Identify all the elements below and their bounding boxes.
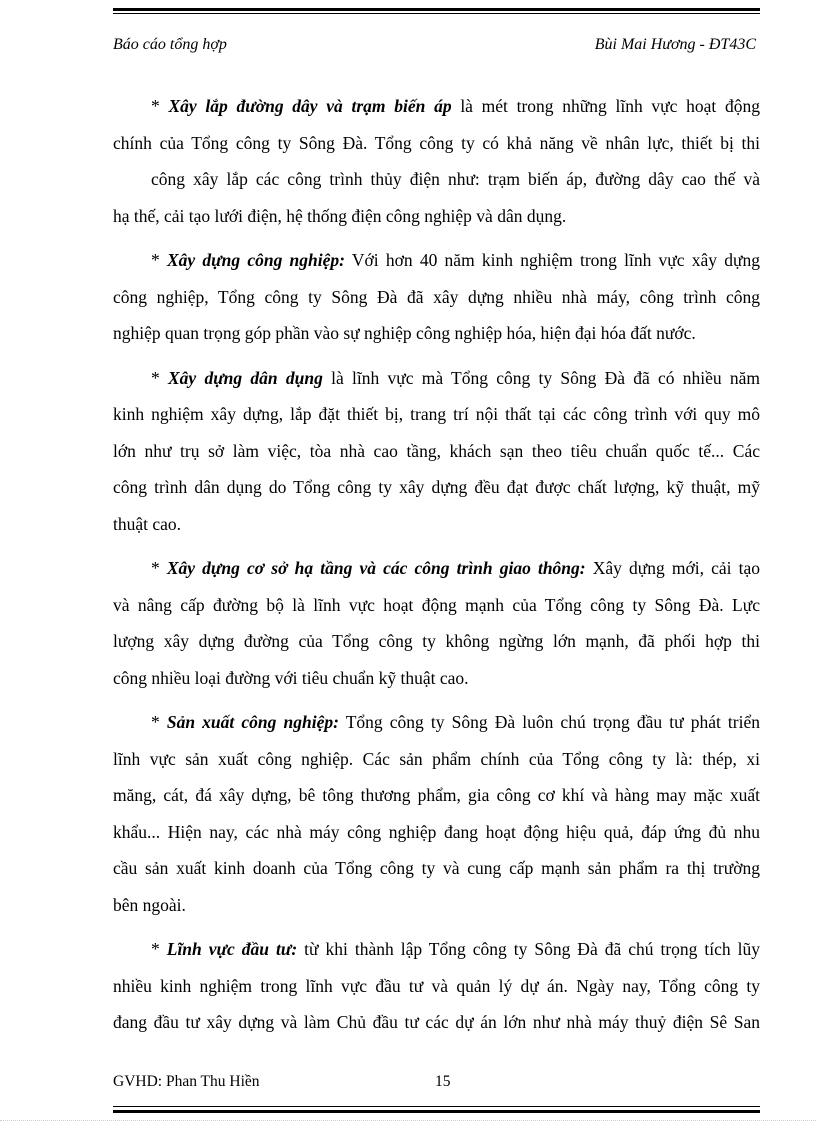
footer-advisor: GVHD: Phan Thu Hiền	[113, 1073, 260, 1090]
text-line: nhiều kinh nghiệm trong lĩnh vực đầu tư và quản lý dự án. Ngày nay, Tổng công ty	[113, 975, 760, 996]
text-line: công trình dân dụng do Tổng công ty xây dựng đều đạt được chất lượng, kỹ thuật, mỹ	[113, 477, 760, 497]
text-line: lĩnh vực sản xuất công nghiệp. Các sản phẩm chính của Tổng công ty là: thép, xi	[113, 748, 760, 769]
paragraph-civil-construction	[113, 360, 760, 543]
paragraph-industrial-construction	[113, 242, 760, 352]
paragraph-heading: Xây dựng dân dụng	[168, 367, 323, 388]
paragraph-infrastructure	[113, 550, 760, 696]
header-rule-thin	[113, 13, 760, 14]
paragraph-investment	[113, 931, 760, 1041]
text-line	[113, 931, 760, 968]
text-line: chính của Tổng công ty Sông Đà. Tổng công ty có khả năng về nhân lực, thiết bị thi	[113, 132, 760, 153]
text-line: kinh nghiệm xây dựng, lắp đặt thiết bị, trang trí nội thất tại các công trình với quy mô	[113, 404, 760, 424]
text-line: khẩu... Hiện nay, các nhà máy công nghiệp đang hoạt động hiệu quả, đáp ứng đủ nhu	[113, 821, 760, 842]
paragraph-heading: Lĩnh vực đầu tư:	[166, 939, 298, 959]
bullet-mark: *	[151, 367, 160, 388]
text-line	[113, 242, 760, 279]
text-line	[113, 88, 760, 125]
text-run: Với hơn 40 năm kinh nghiệm trong lĩnh vực xây dựng	[344, 250, 761, 270]
bullet-mark: *	[151, 712, 160, 732]
text-line: và nâng cấp đường bộ là lĩnh vực hoạt động mạnh của Tổng công ty Sông Đà. Lực	[113, 594, 760, 615]
paragraph-heading: Xây dựng công nghiệp:	[166, 250, 345, 270]
text-line: công nhiều loại đường với tiêu chuẩn kỹ thuật cao.	[113, 667, 469, 688]
text-line	[113, 704, 760, 741]
paragraph-heading: Xây lắp đường dây và trạm biến áp	[168, 96, 452, 116]
header-title: Báo cáo tổng hợp	[113, 36, 227, 53]
page-edge-dots	[0, 1120, 816, 1122]
paragraph-heading: Xây dựng cơ sở hạ tầng và các công trình giao thông:	[166, 558, 586, 578]
header-rule-thick	[113, 8, 760, 11]
text-line	[113, 360, 760, 397]
text-line: lớn như trụ sở làm việc, tòa nhà cao tầng, khách sạn theo tiêu chuẩn quốc tế... Các	[113, 440, 760, 461]
text-line: hạ thế, cải tạo lưới điện, hệ thống điện công nghiệp và dân dụng.	[113, 205, 567, 226]
text-run: là lĩnh vực mà Tổng công ty Sông Đà đã có nhiều năm	[322, 367, 761, 388]
footer-rule-thin	[113, 1106, 760, 1107]
paragraph-industrial-production	[113, 704, 760, 923]
page-number: 15	[435, 1073, 451, 1090]
text-run: Xây dựng mới, cải tạo	[585, 558, 760, 578]
text-line: thuật cao.	[113, 513, 182, 534]
text-line	[113, 550, 760, 587]
paragraph-power-lines	[113, 88, 760, 234]
paragraph-heading: Sản xuất công nghiệp:	[166, 712, 339, 732]
text-run: từ khi thành lập Tổng công ty Sông Đà đã chú trọng tích lũy	[297, 939, 760, 959]
text-line: cầu sản xuất kinh doanh của Tổng công ty và cung cấp mạnh sản phẩm ra thị trường	[113, 858, 760, 878]
text-line: lượng xây dựng đường của Tổng công ty không ngừng lớn mạnh, đã phối hợp thi	[113, 631, 760, 651]
text-run: là mét trong những lĩnh vực hoạt động	[451, 96, 760, 116]
footer-rule-thick	[113, 1110, 760, 1113]
bullet-mark: *	[151, 558, 160, 578]
bullet-mark: *	[151, 939, 160, 959]
document-body	[113, 88, 760, 1049]
text-line: đang đầu tư xây dựng và làm Chủ đầu tư các dự án lớn như nhà máy thuỷ điện Sê San	[113, 1012, 760, 1032]
text-line: nghiệp quan trọng góp phần vào sự nghiệp công nghiệp hóa, hiện đại hóa đất nước.	[113, 323, 696, 343]
text-line: công nghiệp, Tổng công ty Sông Đà đã xây dựng nhiều nhà máy, công trình công	[113, 286, 760, 307]
text-line: bên ngoài.	[113, 894, 186, 915]
text-line: công xây lắp các công trình thủy điện như: trạm biến áp, đường dây cao thế và	[151, 169, 760, 189]
bullet-mark: *	[151, 96, 160, 116]
page-footer	[113, 1073, 760, 1093]
header-author: Bùi Mai Hương - ĐT43C	[594, 36, 756, 53]
page-header	[113, 36, 760, 56]
bullet-mark: *	[151, 250, 160, 270]
text-line: măng, cát, đá xây dựng, bê tông thương phẩm, gia công cơ khí và hàng may mặc xuất	[113, 785, 760, 805]
text-run: Tổng công ty Sông Đà luôn chú trọng đầu tư phát triển	[338, 712, 760, 732]
